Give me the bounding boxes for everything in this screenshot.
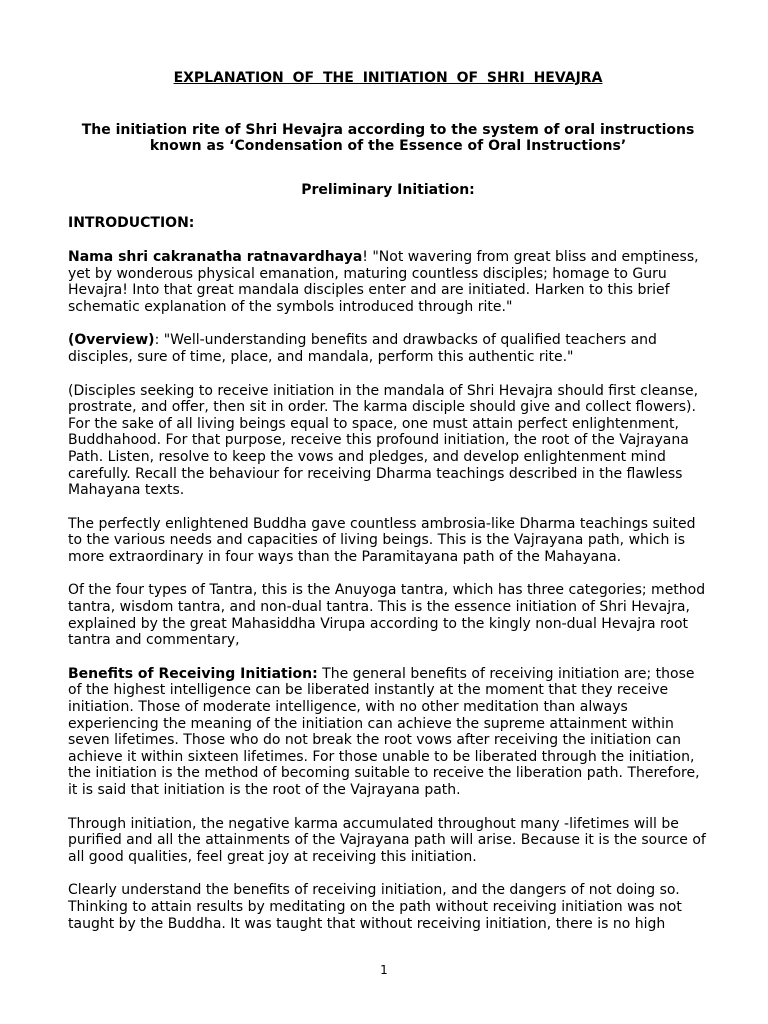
paragraph-tantra: Of the four types of Tantra, this is the Anuyoga tantra, which has three categories; method tantra, wisdom tantra, and non-dual tantra. This is the essence initiation of Shri Hevajra, explained by the great Mahasiddha Virupa according to the kingly non-dual Hevajra root tantra and commentary, [68,582,706,649]
document-title: EXPLANATION OF THE INITIATION OF SHRI HEVAJRA [173,70,603,86]
section-heading: Preliminary Initiation: [301,181,475,198]
paragraph-benefits [68,666,708,799]
invocation-text: ! "Not wavering from great bliss and emptiness, yet by wonderous physical emanation, maturing countless disciples; homage to Guru Hevajra! Into that great mandala disciples enter and are initiated. Harken to this brief schematic explanation of the symbols introduced through rite." [68,248,699,315]
benefits-lead: Benefits of Receiving Initiation: [68,665,318,682]
paragraph-disciples: (Disciples seeking to receive initiation in the mandala of Shri Hevajra should first cleanse, prostrate, and offer, then sit in order. The karma disciple should give and collect flowers). For the sake of all living beings equal to space, one must attain perfect enlightenment, Buddhahood. For that purpose, receive this profound initiation, the root of the Vajrayana Path. Listen, resolve to keep the vows and pledges, and develop enlightenment mind carefully. Recall the behaviour for receiving Dharma teachings described in the flawless Mahayana texts. [68,382,699,499]
overview-text: : "Well-understanding benefits and drawbacks of qualified teachers and disciples, sure of time, place, and mandala, perform this authentic rite." [68,332,657,365]
paragraph-understanding: Clearly understand the benefits of receiving initiation, and the dangers of not doing so. Thinking to attain results by meditating on the path without receiving initiation was not taught by the Buddha. It was taught that without receiving initiation, there is no high [68,882,682,932]
paragraph-buddha: The perfectly enlightened Buddha gave countless ambrosia-like Dharma teachings suited to the various needs and capacities of living beings. This is the Vajrayana path, which is more extraordinary in four ways than the Paramitayana path of the Mahayana. [68,515,696,565]
intro-heading: INTRODUCTION: [68,215,195,232]
overview-lead: (Overview) [68,332,155,349]
document-page [68,70,708,949]
page-number: 1 [380,963,388,977]
paragraph-overview [68,332,708,365]
invocation-lead: Nama shri cakranatha ratnavardhaya [68,248,363,265]
document-subtitle: The initiation rite of Shri Hevajra according to the system of oral instructions known as ‘Condensation of the Essence of Oral Instructions’ [81,121,695,155]
benefits-text: The general benefits of receiving initiation are; those of the highest intelligence can be liberated instantly at the moment that they receive initiation. Those of moderate intelligence, with no other meditation than always experiencing the meaning of the initiation can achieve the supreme attainment within seven lifetimes. Those who do not break the root vows after receiving the initiation can achieve it within sixteen lifetimes. For those unable to be liberated through the initiation, the initiation is the method of becoming suitable to receive the liberation path. Therefore, it is said that initiation is the root of the Vajrayana path. [68,665,700,798]
paragraph-purification: Through initiation, the negative karma accumulated throughout many -lifetimes will be purified and all the attainments of the Vajrayana path will arise. Because it is the source of all good qualities, feel great joy at receiving this initiation. [68,815,706,865]
paragraph-invocation [68,249,708,315]
